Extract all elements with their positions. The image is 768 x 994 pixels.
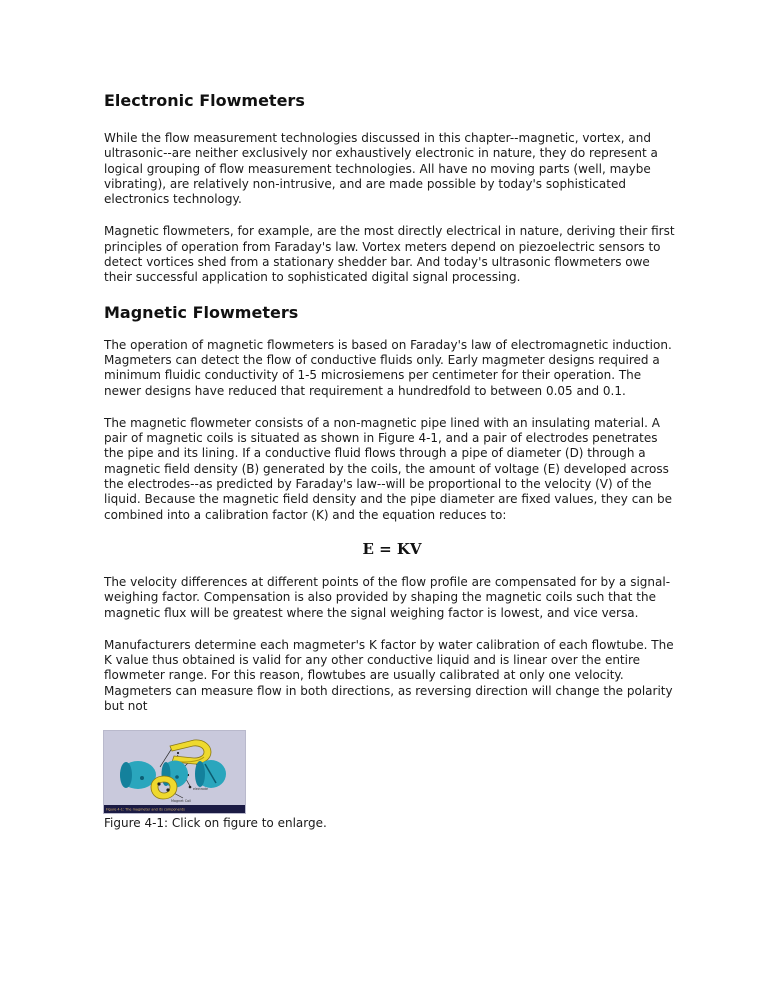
section-heading-magnetic-flowmeters: Magnetic Flowmeters (104, 302, 299, 322)
figure-4-1-thumbnail[interactable] (104, 731, 245, 813)
figure-caption: Figure 4-1: Click on figure to enlarge. (104, 816, 327, 831)
paragraph-flowmeter-construction: The magnetic flowmeter consists of a non-magnetic pipe lined with an insulating material. A pair of magnetic coils is situated as shown in Figure 4-1, and a pair of electrodes penetrates the pipe and its lining. If a conductive fluid flows through a pipe of diameter (D) through a magnetic field density (B) generated by the coils, the amount of voltage (E) developed across the electrodes--as predicted by Faraday's law--will be proportional to the velocity (V) of the liquid. Because the magnetic field density and the pipe diameter are fixed values, they can be combined into a calibration factor (K) and the equation reduces to: (104, 415, 673, 522)
paragraph-faraday-law: The operation of magnetic flowmeters is based on Faraday's law of electromagnetic induction. Magmeters can detect the flow of conductive fluids only. Early magmeter designs required a minimum fluidic conductivity of 1-5 microsiemens per centimeter for their operation. The newer designs have reduced that requirement a hundredfold to between 0.05 and 0.1. (104, 337, 672, 398)
document-page (104, 0, 680, 832)
pipe-section-right (195, 760, 226, 788)
paragraph-velocity-compensation: The velocity differences at different points of the flow profile are compensated for by a signal-weighing factor. Compensation is also provided by shaping the magnetic coils such that the magnetic flux will be greatest where the signal weighing factor is lowest, and vice versa. (104, 574, 671, 620)
magnet-coil-label: Magnet Coil (171, 799, 192, 804)
equation-e-equals-kv: E = KV (362, 539, 422, 558)
paragraph-examples: Magnetic flowmeters, for example, are the most directly electrical in nature, deriving their first principles of operation from Faraday's law. Vortex meters depend on piezoelectric sensors to detect vortices shed from a stationary shedder bar. And today's ultrasonic flowmeters owe their successful application to sophisticated digital signal processing. (104, 224, 675, 285)
paragraph-intro: While the flow measurement technologies discussed in this chapter--magnetic, vortex, and ultrasonic--are neither exclusively nor exhaustively electronic in nature, they do represent a logical grouping of flow measurement technologies. All have no moving parts (well, maybe vibrating), are relatively non-intrusive, and are made possible by today's sophisticated electronics technology. (104, 131, 658, 207)
pipe-section-left (120, 761, 156, 789)
page-title: Electronic Flowmeters (104, 91, 305, 110)
figure-caption-bar-text: Figure 4-1: The magmeter and its components (106, 807, 185, 812)
paragraph-k-factor-calibration: Manufacturers determine each magmeter's K factor by water calibration of each flowtube. The K value thus obtained is valid for any other conductive liquid and is linear over the entire flowmeter range. For this reason, flowtubes are usually calibrated at only one velocity. Magmeters can measure flow in both directions, as reversing direction will change the polarity but not (104, 637, 674, 714)
electrode-label: electrode (193, 787, 208, 792)
magmeter-diagram (104, 731, 245, 813)
